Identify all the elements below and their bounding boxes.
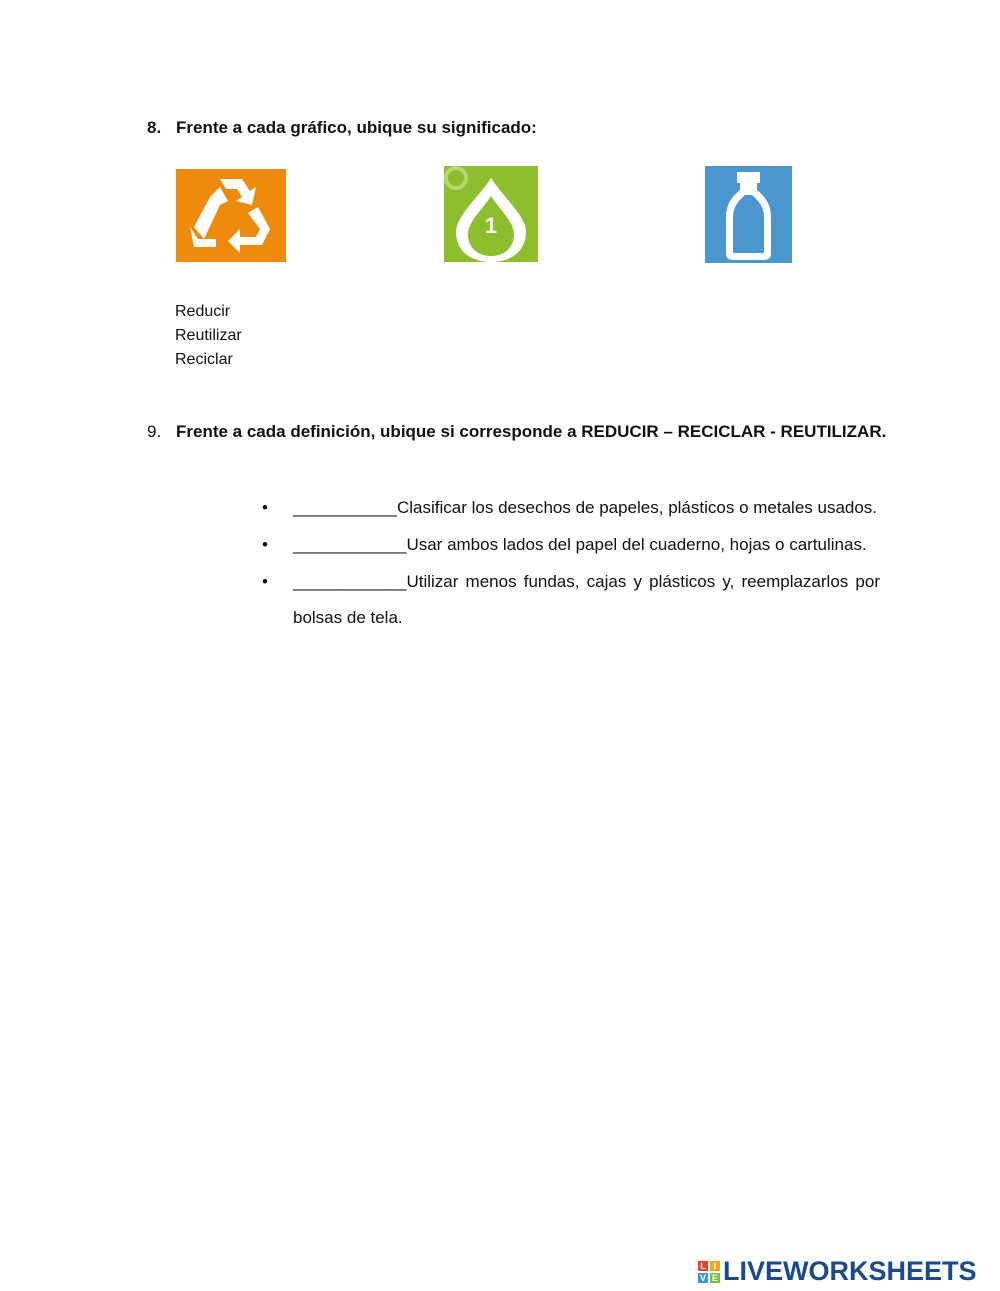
- question-8-text: Frente a cada gráfico, ubique su significado:: [176, 118, 537, 137]
- bullet-icon: •: [262, 572, 268, 591]
- logo-letter: E: [711, 1272, 718, 1283]
- liveworksheets-logo: [698, 1256, 977, 1287]
- definition-text: ___________Clasificar los desechos de papeles, plásticos o metales usados.: [293, 498, 878, 517]
- bullet-icon: •: [262, 498, 268, 517]
- bullet-icon: •: [262, 535, 268, 554]
- question-9-number: 9.: [147, 422, 162, 441]
- option-reducir: Reducir: [175, 303, 231, 320]
- bottle-icon: [705, 166, 792, 263]
- definition-text: ____________Utilizar menos fundas, cajas y plásticos y, reemplazarlos por bolsas de tela.: [293, 572, 880, 627]
- definition-item: [262, 564, 880, 635]
- water-drop-icon: [444, 166, 538, 262]
- definition-item: [262, 490, 880, 526]
- question-9-text: Frente a cada definición, ubique si corresponde a REDUCIR – RECICLAR - REUTILIZAR.: [176, 422, 887, 441]
- logo-letter: L: [698, 1261, 708, 1271]
- logo-text: LIVEWORKSHEETS: [723, 1256, 977, 1286]
- question-9-heading: [147, 422, 886, 442]
- definitions-list: [262, 490, 880, 637]
- options-list: [175, 300, 242, 372]
- option-reutilizar: Reutilizar: [175, 327, 242, 344]
- definition-item: [262, 527, 880, 563]
- logo-grid-icon: [698, 1261, 720, 1283]
- logo-letter: I: [710, 1261, 720, 1271]
- logo-letter: V: [699, 1272, 706, 1283]
- definition-text: ____________Usar ambos lados del papel del cuaderno, hojas o cartulinas.: [293, 535, 867, 554]
- question-8-number: 8.: [147, 118, 162, 137]
- drop-number-label: 1: [484, 213, 498, 238]
- recycle-icon: [176, 169, 286, 262]
- question-8-heading: [147, 118, 537, 138]
- option-reciclar: Reciclar: [175, 351, 233, 368]
